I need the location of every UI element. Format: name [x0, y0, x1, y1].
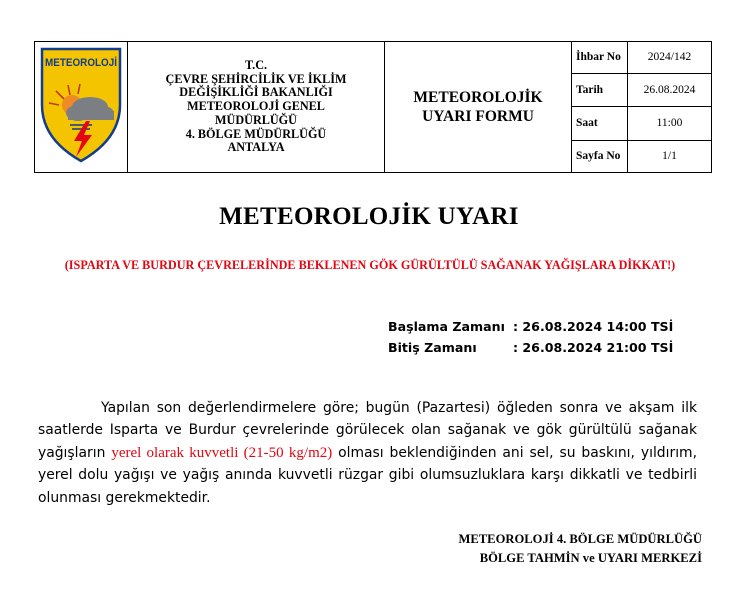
meta-info	[572, 42, 712, 173]
meta-value: 2024/142	[628, 42, 712, 74]
meta-key: İhbar No	[572, 42, 628, 74]
meta-value: 11:00	[628, 107, 712, 140]
end-time-row	[388, 340, 673, 361]
body-text-part2: olması beklendiğinden ani sel, su baskını, yıldırım, yerel dolu yağışı ve yağış anında kuvvetli rüzgar gibi olumsuzluklara karşı dikkatli ve tedbirli olunması gerekmektedir.	[38, 444, 697, 506]
meteoroloji-logo	[40, 47, 122, 163]
start-time-row	[388, 319, 673, 340]
end-time-label: Bitiş Zamanı	[388, 340, 477, 355]
logo-text: METEOROLOJİ	[45, 56, 122, 69]
start-time-value: : 26.08.2024 14:00 TSİ	[513, 319, 674, 334]
header-table	[34, 41, 712, 173]
meta-row-tarih	[572, 74, 711, 107]
meta-key: Tarih	[572, 74, 628, 107]
org-line: ANTALYA	[227, 140, 285, 155]
org-line: T.C.	[244, 57, 268, 72]
org-line: METEOROLOJİ GENEL	[187, 99, 325, 114]
org-line: 4. BÖLGE MÜDÜRLÜĞÜ	[185, 126, 327, 141]
meta-row-ihbar	[572, 42, 711, 74]
signature	[380, 530, 702, 568]
warning-subtitle: (ISPARTA VE BURDUR ÇEVRELERİNDE BEKLENEN GÖK GÜRÜLTÜLÜ SAĞANAK YAĞIŞLARA DİKKAT!)	[64, 258, 676, 272]
start-time-label: Başlama Zamanı	[388, 319, 505, 334]
signature-line1: METEOROLOJİ 4. BÖLGE MÜDÜRLÜĞÜ	[458, 532, 702, 546]
form-title-line: UYARI FORMU	[422, 108, 534, 125]
meta-key: Saat	[572, 107, 628, 140]
body-highlight: yerel olarak kuvvetli (21-50 kg/m2)	[111, 444, 333, 461]
validity-times	[388, 319, 673, 361]
logo-cell	[35, 42, 128, 173]
document-title: METEOROLOJİK UYARI	[219, 203, 519, 230]
form-title-line: METEOROLOJİK	[413, 89, 543, 106]
form-title	[385, 42, 572, 173]
meta-table	[572, 42, 711, 172]
org-line: ÇEVRE ŞEHİRCİLİK VE İKLİM	[165, 71, 347, 86]
signature-line2: BÖLGE TAHMİN ve UYARI MERKEZİ	[479, 551, 702, 565]
body-text-part1: Yapılan son değerlendirmelere göre; bugün (Pazartesi) öğleden sonra ve akşam ilk saatlerde Isparta ve Burdur çevrelerinde görülecek olan sağanak ve gök gürültülü sağanak yağışların	[38, 400, 697, 461]
end-time-value: : 26.08.2024 21:00 TSİ	[513, 340, 674, 355]
organization-name	[128, 42, 385, 173]
meta-row-saat	[572, 107, 711, 140]
meta-value: 1/1	[662, 149, 677, 162]
meta-key: Sayfa No	[572, 140, 628, 172]
meta-value: 26.08.2024	[628, 74, 712, 107]
org-line: DEĞİŞİKLİĞİ BAKANLIĞI	[179, 85, 333, 100]
meta-row-sayfa	[572, 140, 711, 172]
warning-body	[38, 397, 697, 509]
org-line: MÜDÜRLÜĞÜ	[215, 112, 297, 127]
